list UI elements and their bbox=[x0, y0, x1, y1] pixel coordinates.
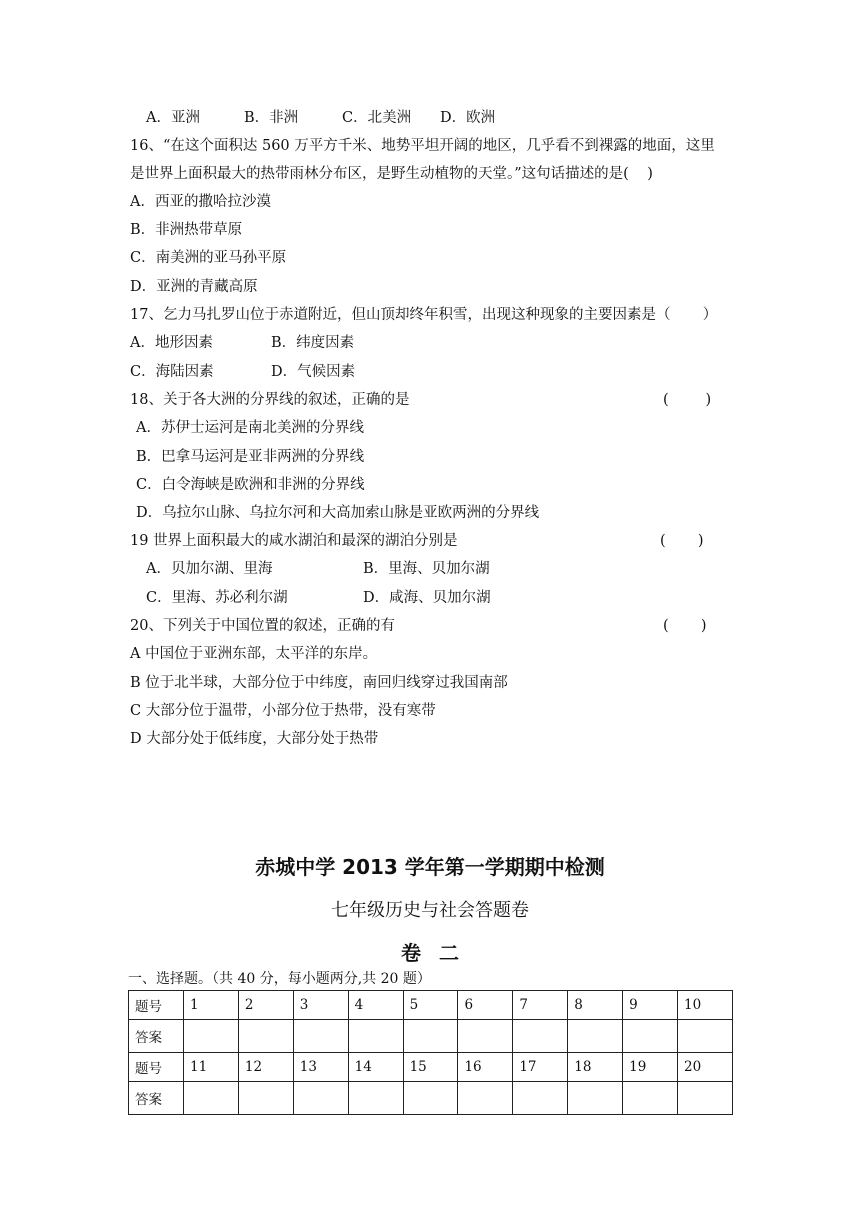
q18-answer-paren: ( ) bbox=[663, 392, 712, 408]
question-number-cell: 7 bbox=[513, 991, 568, 1020]
answer-cell[interactable] bbox=[293, 1082, 348, 1115]
answer-table bbox=[128, 990, 733, 1115]
q18-option-c: C．白令海峡是欧洲和非洲的分界线 bbox=[136, 477, 365, 493]
q16-option-b: B．非洲热带草原 bbox=[130, 222, 243, 238]
answer-cell[interactable] bbox=[238, 1020, 293, 1053]
answer-table-number-row-1 bbox=[129, 991, 733, 1020]
q20-option-d: D 大部分处于低纬度，大部分处于热带 bbox=[130, 731, 379, 747]
q16-stem-line2: 是世界上面积最大的热带雨林分布区，是野生动植物的天堂。”这句话描述的是( ) bbox=[130, 166, 653, 182]
answer-cell[interactable] bbox=[184, 1082, 239, 1115]
school-exam-title: 赤城中学 2013 学年第一学期期中检测 bbox=[255, 855, 605, 879]
answer-cell[interactable] bbox=[623, 1082, 678, 1115]
q19-options-row2 bbox=[146, 588, 491, 608]
q15-option-b: B．非洲 bbox=[244, 110, 299, 126]
answer-table-number-row-2 bbox=[129, 1053, 733, 1082]
answer-table-answer-row-2 bbox=[129, 1082, 733, 1115]
question-number-cell: 5 bbox=[403, 991, 458, 1020]
q17-options-row1 bbox=[130, 333, 354, 353]
answer-sheet-subtitle: 七年级历史与社会答题卷 bbox=[331, 900, 529, 921]
question-number-cell: 9 bbox=[623, 991, 678, 1020]
question-number-cell: 1 bbox=[184, 991, 239, 1020]
answer-cell[interactable] bbox=[458, 1020, 513, 1053]
q19-option-a: A．贝加尔湖、里海 bbox=[146, 561, 273, 577]
q20-option-c: C 大部分位于温带，小部分位于热带，没有寒带 bbox=[130, 703, 436, 719]
answer-cell[interactable] bbox=[348, 1082, 403, 1115]
question-number-cell: 8 bbox=[568, 991, 623, 1020]
q20-stem: 20、下列关于中国位置的叙述，正确的有 bbox=[130, 618, 395, 634]
question-number-cell: 20 bbox=[678, 1053, 733, 1082]
answer-cell[interactable] bbox=[403, 1020, 458, 1053]
q17-option-a: A．地形因素 bbox=[130, 335, 213, 351]
question-number-cell: 17 bbox=[513, 1053, 568, 1082]
q15-option-d: D．欧洲 bbox=[440, 110, 496, 126]
question-number-cell: 15 bbox=[403, 1053, 458, 1082]
volume-title: 卷二 bbox=[401, 941, 477, 965]
answer-cell[interactable] bbox=[678, 1082, 733, 1115]
row-label-number: 题号 bbox=[129, 991, 184, 1020]
question-number-cell: 18 bbox=[568, 1053, 623, 1082]
row-label-answer: 答案 bbox=[129, 1082, 184, 1115]
q17-options-row2 bbox=[130, 362, 355, 382]
q19-option-b: B．里海、贝加尔湖 bbox=[363, 561, 490, 577]
q19-option-d: D．咸海、贝加尔湖 bbox=[363, 590, 491, 606]
q16-option-d: D．亚洲的青藏高原 bbox=[130, 279, 258, 295]
question-number-cell: 4 bbox=[348, 991, 403, 1020]
answer-cell[interactable] bbox=[293, 1020, 348, 1053]
row-label-answer: 答案 bbox=[129, 1020, 184, 1053]
question-number-cell: 3 bbox=[293, 991, 348, 1020]
q17-option-c: C．海陆因素 bbox=[130, 364, 214, 380]
q15-options bbox=[146, 108, 495, 128]
question-number-cell: 14 bbox=[348, 1053, 403, 1082]
answer-cell[interactable] bbox=[513, 1082, 568, 1115]
q16-option-a: A．西亚的撒哈拉沙漠 bbox=[130, 194, 271, 210]
q19-option-c: C．里海、苏必利尔湖 bbox=[146, 590, 288, 606]
answer-cell[interactable] bbox=[403, 1082, 458, 1115]
q15-option-a: A．亚洲 bbox=[146, 110, 200, 126]
answer-cell[interactable] bbox=[623, 1020, 678, 1053]
question-number-cell: 2 bbox=[238, 991, 293, 1020]
q17-option-b: B．纬度因素 bbox=[271, 335, 355, 351]
q20-answer-paren: ( ) bbox=[663, 618, 707, 634]
q17-stem: 17、乞力马扎罗山位于赤道附近，但山顶却终年积雪，出现这种现象的主要因素是（ ） bbox=[130, 307, 718, 323]
question-number-cell: 16 bbox=[458, 1053, 513, 1082]
q19-options-row1 bbox=[146, 559, 490, 579]
question-number-cell: 12 bbox=[238, 1053, 293, 1082]
answer-cell[interactable] bbox=[568, 1082, 623, 1115]
answer-cell[interactable] bbox=[678, 1020, 733, 1053]
q19-stem: 19 世界上面积最大的咸水湖泊和最深的湖泊分别是 bbox=[130, 533, 458, 549]
answer-table-answer-row-1 bbox=[129, 1020, 733, 1053]
answer-cell[interactable] bbox=[238, 1082, 293, 1115]
row-label-number: 题号 bbox=[129, 1053, 184, 1082]
answer-cell[interactable] bbox=[184, 1020, 239, 1053]
question-number-cell: 19 bbox=[623, 1053, 678, 1082]
section-label: 一、选择题。（共 40 分，每小题两分,共 20 题） bbox=[128, 971, 431, 987]
question-number-cell: 13 bbox=[293, 1053, 348, 1082]
q16-option-c: C．南美洲的亚马孙平原 bbox=[130, 250, 287, 266]
q16-stem-line1: 16、“在这个面积达 560 万平方千米、地势平坦开阔的地区，几乎看不到裸露的地面，这里 bbox=[130, 138, 715, 154]
q18-option-a: A．苏伊士运河是南北美洲的分界线 bbox=[136, 420, 364, 436]
q17-option-d: D．气候因素 bbox=[271, 364, 356, 380]
q20-option-b: B 位于北半球，大部分位于中纬度，南回归线穿过我国南部 bbox=[130, 675, 508, 691]
answer-cell[interactable] bbox=[513, 1020, 568, 1053]
q20-option-a: A 中国位于亚洲东部，太平洋的东岸。 bbox=[130, 646, 378, 662]
q18-stem: 18、关于各大洲的分界线的叙述，正确的是 bbox=[130, 392, 410, 408]
answer-cell[interactable] bbox=[348, 1020, 403, 1053]
answer-cell[interactable] bbox=[458, 1082, 513, 1115]
q15-option-c: C．北美洲 bbox=[342, 110, 412, 126]
question-number-cell: 11 bbox=[184, 1053, 239, 1082]
q18-option-b: B．巴拿马运河是亚非两洲的分界线 bbox=[136, 449, 365, 465]
question-number-cell: 6 bbox=[458, 991, 513, 1020]
q18-option-d: D．乌拉尔山脉、乌拉尔河和大高加索山脉是亚欧两洲的分界线 bbox=[136, 505, 540, 521]
answer-cell[interactable] bbox=[568, 1020, 623, 1053]
question-number-cell: 10 bbox=[678, 991, 733, 1020]
q19-answer-paren: ( ) bbox=[660, 533, 704, 549]
